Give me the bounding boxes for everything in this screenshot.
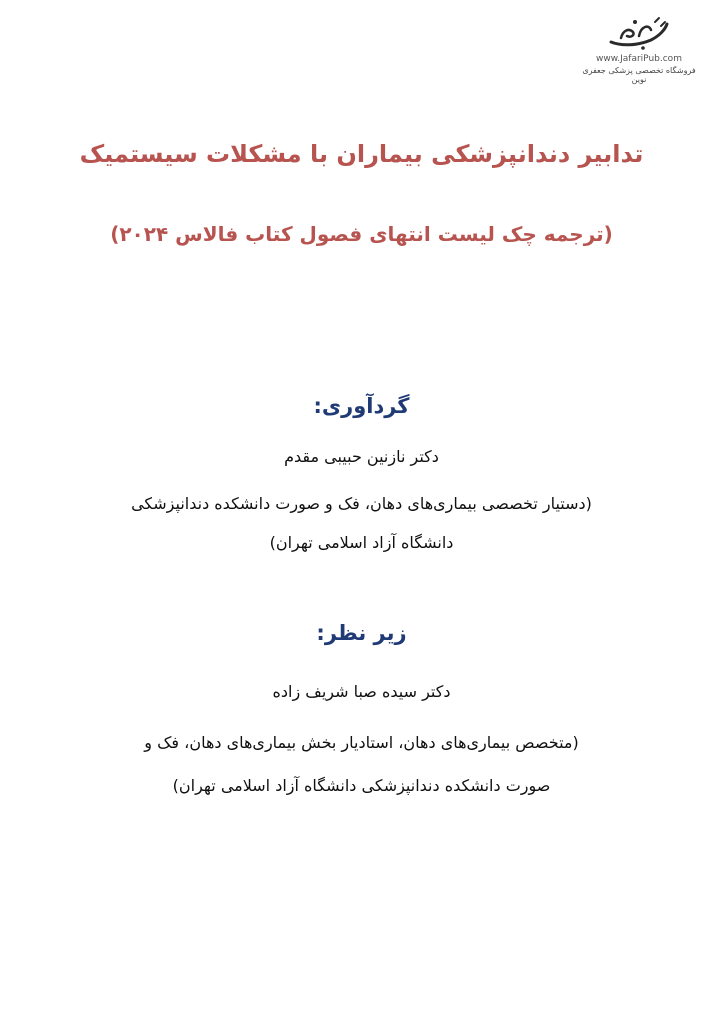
compiler-heading: گردآوری: bbox=[313, 394, 410, 418]
publisher-subtitle: فروشگاه تخصصی پزشکی جعفری نوین bbox=[582, 66, 696, 84]
compiler-affiliation-line-1: (دستیار تخصصی بیماری‌های دهان، فک و صورت دانشکده دندانپزشکی bbox=[131, 494, 592, 513]
publisher-logo bbox=[579, 16, 699, 84]
supervisor-affiliation-line-1: (متخصص بیماری‌های دهان، استادیار بخش بیماری‌های دهان، فک و bbox=[144, 733, 579, 752]
calligraphy-logo-icon bbox=[607, 16, 671, 52]
compiler-affiliation-line-2: دانشگاه آزاد اسلامی تهران) bbox=[269, 533, 454, 552]
compiler-name: دکتر نازنین حبیبی مقدم bbox=[284, 447, 439, 466]
supervisor-affiliation-line-2: صورت دانشکده دندانپزشکی دانشگاه آزاد اسلامی تهران) bbox=[172, 776, 551, 795]
supervisor-heading: زیر نظر: bbox=[316, 621, 407, 645]
publisher-url: www.JafariPub.com bbox=[596, 54, 682, 64]
supervisor-name: دکتر سیده صبا شریف زاده bbox=[272, 682, 451, 701]
document-subtitle: (ترجمه چک لیست انتهای فصول کتاب فالاس ۲۰۲۴) bbox=[110, 222, 613, 246]
document-title: تدابیر دندانپزشکی بیماران با مشکلات سیستمیک bbox=[79, 140, 644, 168]
